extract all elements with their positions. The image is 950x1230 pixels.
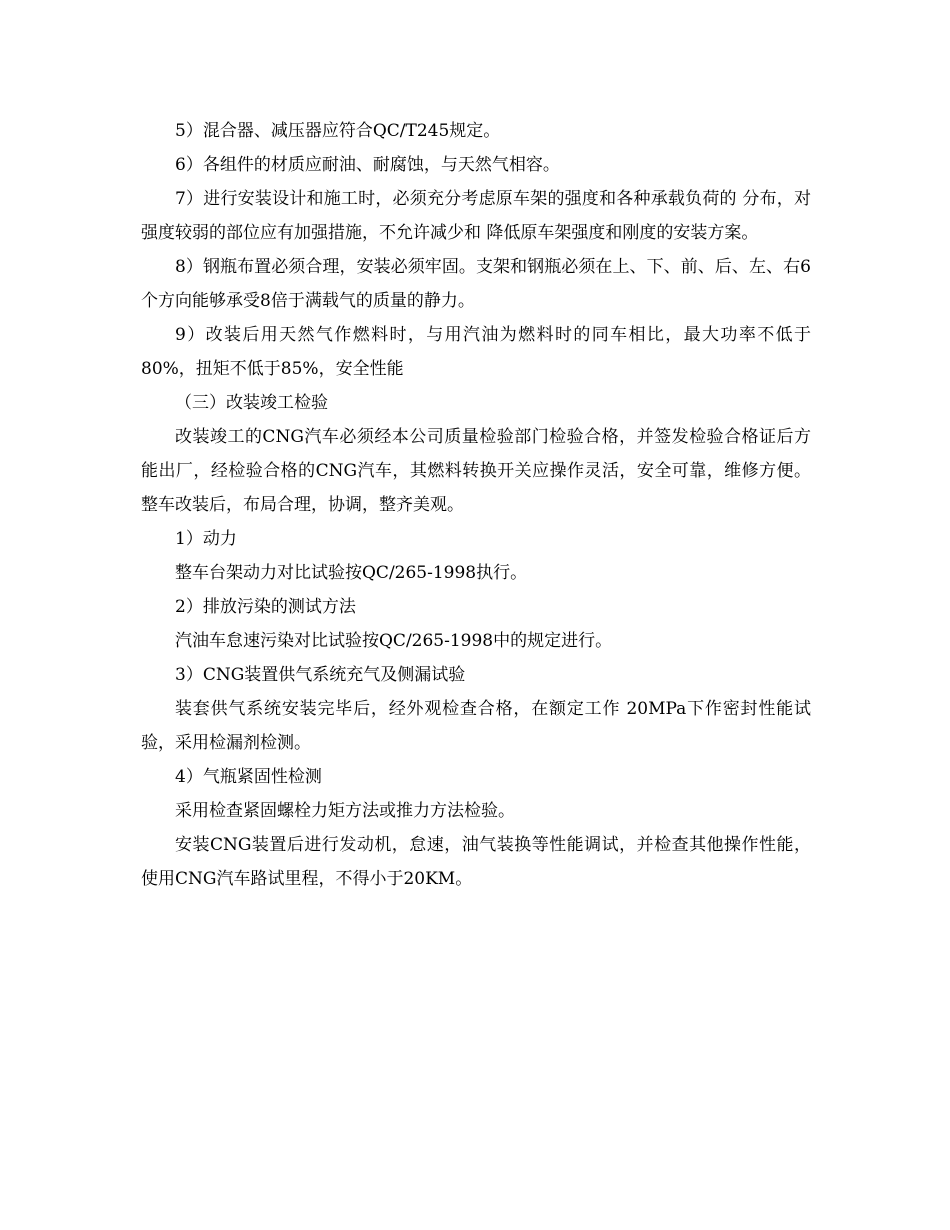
paragraph-road-test: 安装CNG装置后进行发动机，怠速，油气装换等性能调试，并检查其他操作性能，使用CNG汽车路试里程，不得小于20KM。	[141, 835, 811, 889]
paragraph-mixer-requirement: 5）混合器、减压器应符合QC/T245规定。	[175, 121, 501, 141]
document-body	[141, 114, 811, 896]
item-heading-leak-test: 3）CNG装置供气系统充气及侧漏试验	[175, 665, 466, 685]
paragraph-frame-strength: 7）进行安装设计和施工时，必须充分考虑原车架的强度和各种承载负荷的 分布，对强度较弱的部位应有加强措施，不允许减少和 降低原车架强度和刚度的安装方案。	[141, 189, 811, 243]
paragraph-cylinder-fastening: 采用检查紧固螺栓力矩方法或推力方法检验。	[175, 801, 515, 821]
paragraph-emission-test: 汽油车怠速污染对比试验按QC/265-1998中的规定进行。	[175, 631, 613, 651]
paragraph-material-requirement: 6）各组件的材质应耐油、耐腐蚀，与天然气相容。	[175, 155, 560, 175]
paragraph-power-torque: 9）改装后用天然气作燃料时，与用汽油为燃料时的同车相比，最大功率不低于80%，扭矩不低于85%，安全性能	[141, 325, 811, 379]
paragraph-leak-test: 装套供气系统安装完毕后，经外观检查合格，在额定工作 20MPa下作密封性能试验，采用检漏剂检测。	[141, 699, 811, 753]
paragraph-completion-inspection: 改装竣工的CNG汽车必须经本公司质量检验部门检验合格，并签发检验合格证后方能出厂，经检验合格的CNG汽车，其燃料转换开关应操作灵活，安全可靠，维修方便。整车改装后，布局合理，协调，整齐美观。	[141, 427, 811, 515]
paragraph-cylinder-mounting: 8）钢瓶布置必须合理，安装必须牢固。支架和钢瓶必须在上、下、前、后、左、右6个方向能够承受8倍于满载气的质量的静力。	[141, 257, 811, 311]
item-heading-power: 1）动力	[175, 529, 237, 549]
section-heading-completion-inspection: （三）改装竣工检验	[175, 393, 328, 413]
item-heading-emission-test: 2）排放污染的测试方法	[175, 597, 356, 617]
paragraph-power-test: 整车台架动力对比试验按QC/265-1998执行。	[175, 563, 528, 583]
item-heading-cylinder-fastening: 4）气瓶紧固性检测	[175, 767, 322, 787]
